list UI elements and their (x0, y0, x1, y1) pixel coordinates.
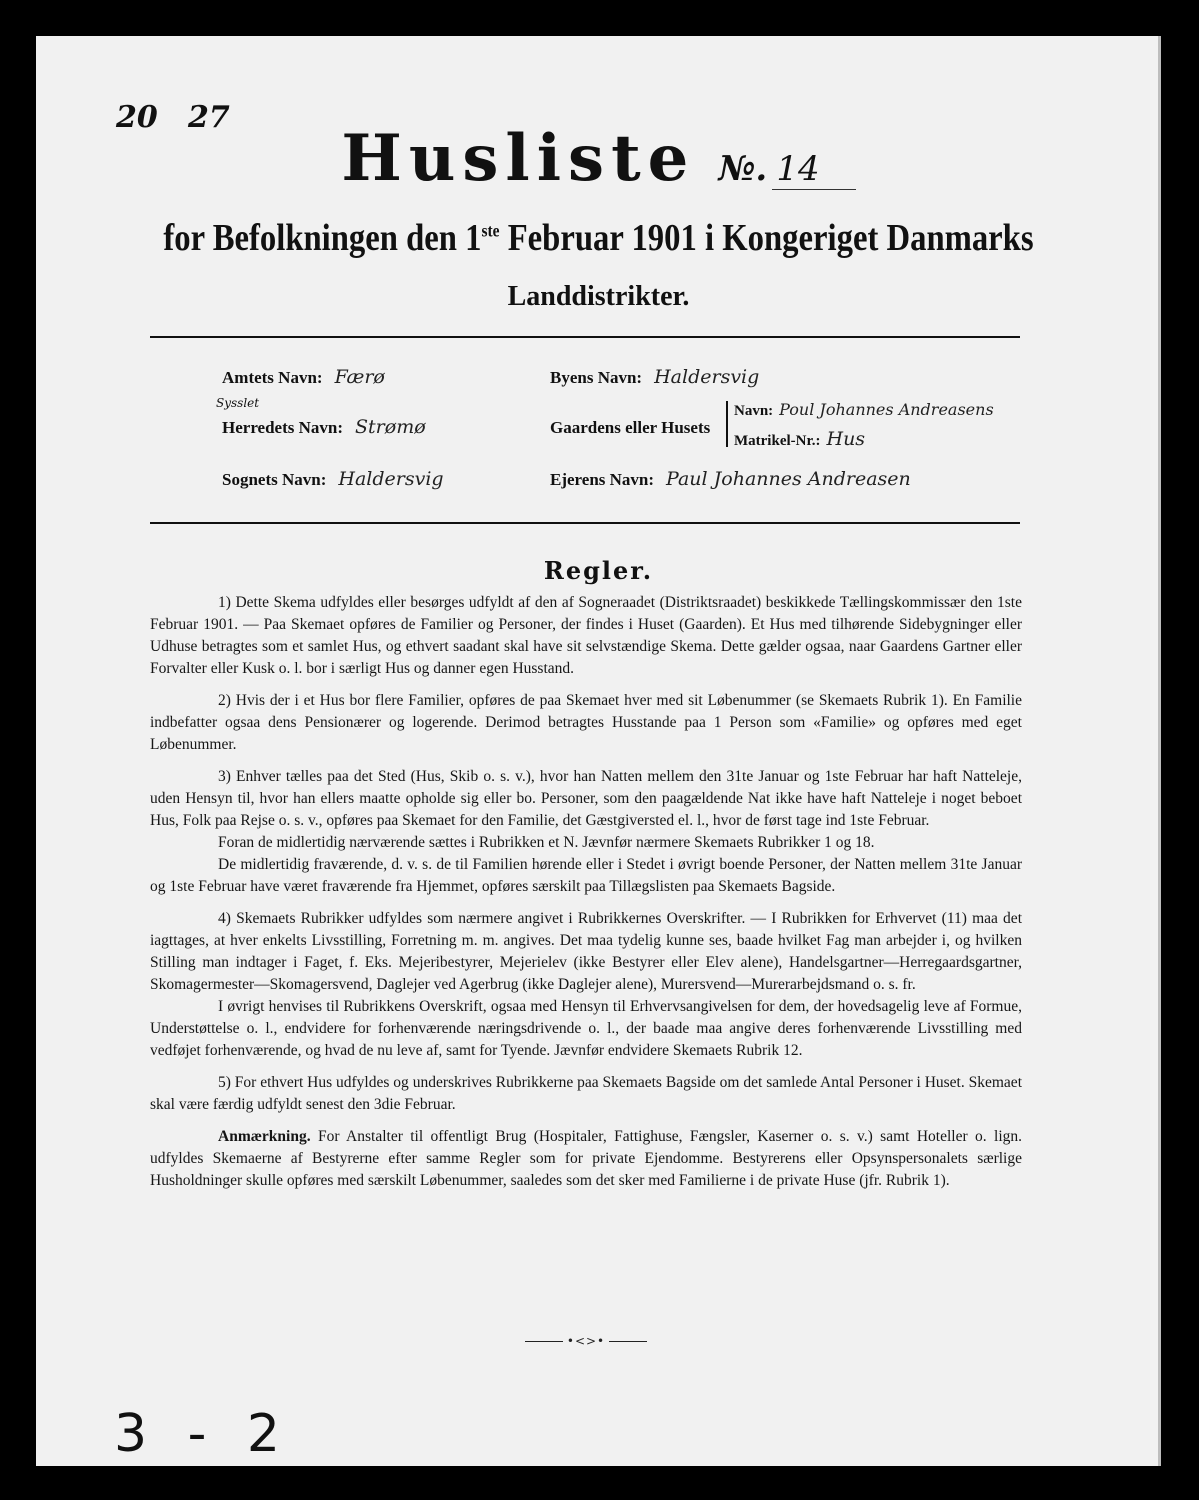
bottom-handwriting: 3 - 2 (114, 1404, 292, 1464)
matrikel-value: Hus (826, 428, 866, 450)
gaard-navn-label: Navn: (734, 403, 774, 419)
rule-3-n-note: Foran de midlertidig nærværende sættes i Rubrikken et N. Jævnfør nærmere Skemaets Rubrikker 1 og 18. (218, 834, 875, 851)
subtitle (115, 216, 1083, 260)
remark (150, 1126, 1022, 1192)
gaard-label: Gaardens eller Husets (550, 418, 711, 437)
district-type: Landdistrikter. (507, 281, 690, 312)
rule-2: 2) Hvis der i et Hus bor flere Familier, opføres de paa Skemaet hver med sit Løbenummer (se Skemaets Rubrik 1). En Familie indbefatter ogsaa dens Pensionærer og logerende. Derimod betragtes Husstande paa 1 Person som «Familie» og opføres med eget Løbenummer. (150, 692, 1022, 753)
by-label: Byens Navn: (550, 368, 643, 387)
field-ejer (550, 468, 911, 490)
rules-text (150, 592, 1022, 1202)
divider-top (150, 336, 1020, 338)
census-sheet (36, 36, 1161, 1466)
field-matrikel (734, 428, 865, 450)
brace-divider (726, 401, 728, 447)
herred-value: Strømø (355, 416, 426, 438)
number-value: 14 (772, 149, 855, 190)
rule-3-absent-note: De midlertidig fraværende, d. v. s. de til Familien hørende eller i Stedet i øvrigt boende Personer, der Natten mellem 31te Januar og 1ste Februar have været fraværende fra Hjemmet, opføres særskilt paa Tillægslisten paa Skemaets Bagside. (150, 856, 1022, 895)
rule-1: 1) Dette Skema udfyldes eller besørges udfyldt af den af Sogneraadet (Distriktsraadet) beskikkede Tællingskommissær den 1ste Februar 1901. — Paa Skemaet opføres de Familier og Personer, der findes i Huset (Gaarden). Et Hus med tilhørende Sidebygninger eller Udhuse betragtes som et samlet Hus, og ethvert saadant skal have sit selvstændige Skema. Dette gælder ogsaa, naar Gaardens Gartner eller Forvalter eller Kusk o. l. bor i særligt Hus og danner egen Husstand. (150, 594, 1022, 677)
sognet-note: Sysslet (216, 396, 260, 410)
rule-5: 5) For ethvert Hus udfyldes og underskrives Rubrikkerne paa Skemaets Bagside om det samlede Antal Personer i Huset. Skemaet skal være færdig udfyldt senest den 3die Februar. (150, 1074, 1022, 1113)
field-sogn (222, 468, 444, 490)
rule-4-cont: I øvrigt henvises til Rubrikkens Overskrift, ogsaa med Hensyn til Erhvervsangivelsen for dem, der hovedsagelig leve af Formue, Understøttelse o. l., endvidere for forhenværende næringsdrivende o. l., der baade maa angive deres forhenværende Livsstilling med vedføjet forhenværende, og hvad de nu leve af, samt for Tyende. Jævnfør endvidere Skemaets Rubrik 12. (150, 998, 1022, 1059)
rule-4: 4) Skemaets Rubrikker udfyldes som nærmere angivet i Rubrikkernes Overskrifter. — I Rubrikken for Erhvervet (11) maa det iagttages, at hver enkelts Livsstilling, Forretning m. m. angives. Det maa tydelig kunne ses, baade hvilket Fag man arbejder i, og hvilken Stilling man indtager i Faget, f. Eks. Mejeribestyrer, Mejerielev (ikke Bestyrer eller Elev alene), Handelsgartner—Herregaardsgartner, Skomagermester—Skomagersvend, Daglejer ved Agerbrug (ikke Daglejer alene), Murersvend—Murerarbejdsmand o. s. fr. (150, 910, 1022, 993)
rules-title: Regler. (543, 556, 654, 585)
rule-3: 3) Enhver tælles paa det Sted (Hus, Skib o. s. v.), hvor han Natten mellem den 31te Januar og 1ste Februar har haft Natteleje, uden Hensyn til, hvor han ellers maatte opholde sig eller bo. Personer, som den paagældende Nat ikke have haft Natteleje i noget beboet Hus, Folk paa Rejse o. s. v., opføres paa Skemaet for den Familie, det Gæstgiversted el. l., hvor de først tage ind 1ste Februar. (150, 768, 1022, 829)
ejer-value: Paul Johannes Andreasen (666, 468, 911, 490)
ejer-label: Ejerens Navn: (550, 470, 655, 489)
ornament: •<>• (506, 1334, 666, 1348)
field-by (550, 366, 759, 388)
subtitle-post: Februar 1901 i Kongeriget Danmarks (499, 217, 1034, 259)
herred-label: Herredets Navn: (222, 418, 344, 437)
divider-bottom (150, 522, 1020, 524)
amt-value: Færø (334, 366, 385, 388)
amt-label: Amtets Navn: (222, 368, 323, 387)
page-title: Husliste (341, 121, 696, 196)
remark-text: For Anstalter til offentligt Brug (Hospitaler, Fattighuse, Fængsler, Kaserner o. s. v.) samt Hoteller o. lign. udfyldes Skemaerne af Bestyrerne efter samme Regler som for private Ejendomme. Bestyrerens eller Opsynspersonalets særlige Husholdninger skulle opføres med særskilt Løbenummer, saaledes som det sker med Familierne i de private Huse (jfr. Rubrik 1). (150, 1128, 1022, 1189)
sogn-value: Haldersvig (338, 468, 444, 490)
sheet-edge (1158, 36, 1161, 1466)
subtitle-pre: for Befolkningen den 1 (163, 217, 482, 259)
corner-number-left: 20 (116, 100, 158, 135)
gaard-navn-value: Poul Johannes Andreasens (779, 400, 994, 419)
subtitle-sup: ste (481, 220, 500, 241)
number-label: №. (718, 149, 768, 189)
field-gaard-navn (734, 400, 994, 420)
field-amt (222, 366, 385, 388)
title-row (36, 121, 1161, 196)
matrikel-label: Matrikel-Nr.: (734, 433, 821, 449)
sogn-label: Sognets Navn: (222, 470, 327, 489)
corner-number-right: 27 (188, 100, 230, 135)
field-herred (222, 416, 426, 438)
remark-label: Anmærkning. (218, 1128, 311, 1145)
by-value: Haldersvig (654, 366, 760, 388)
